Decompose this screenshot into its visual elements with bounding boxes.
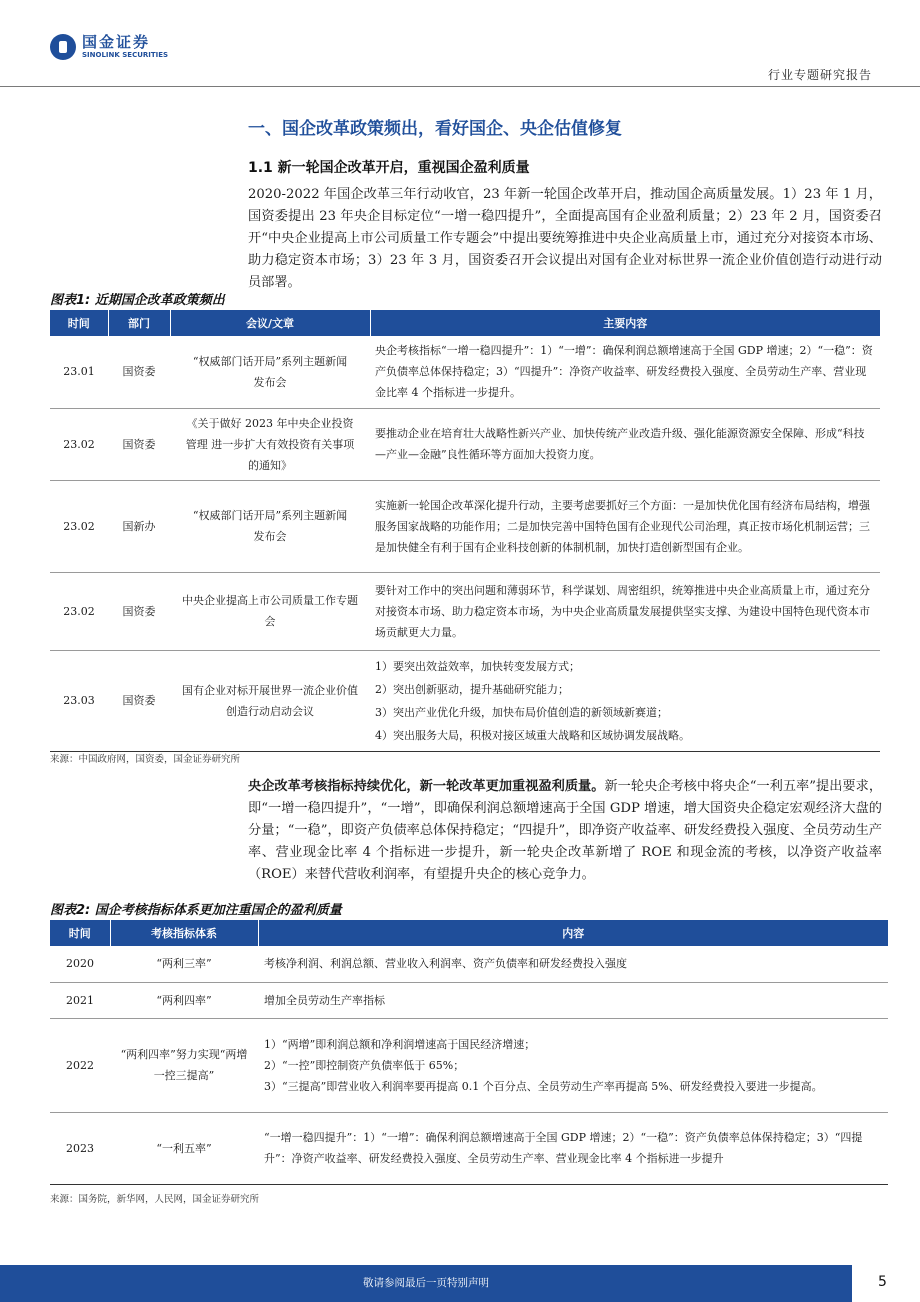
policy-table (50, 310, 880, 752)
logo-en-text: SINOLINK SECURITIES (82, 51, 169, 59)
table-row (50, 480, 880, 572)
cell-year: 2022 (50, 1018, 110, 1112)
footer-notice: 敬请参阅最后一页特别声明 (363, 1277, 489, 1289)
cell-system: “两利三率” (110, 946, 258, 982)
cell-time: 23.01 (50, 336, 108, 408)
table-row (50, 982, 888, 1018)
policy-table-header (50, 310, 880, 336)
page-footer (0, 1265, 920, 1302)
header-content: 主要内容 (603, 317, 648, 330)
cell-time: 23.02 (50, 480, 108, 572)
content-line: 2）突出创新驱动，提升基础研究能力； (375, 682, 569, 696)
cell-time: 23.02 (50, 408, 108, 480)
cell-dept: 国新办 (108, 480, 170, 572)
report-type: 行业专题研究报告 (767, 68, 872, 82)
cell-content: “一增一稳四提升”：1）“一增”：确保利润总额增速高于全国 GDP 增速；2）“一稳”：资产负债率总体保持稳定；3）“四提升”：净资产收益率、研发经费投入强度、全员劳动生产率、营业现金比率 4 个指标进一步提升 (258, 1112, 888, 1184)
table-row (50, 572, 880, 650)
page-number: 5 (878, 1274, 887, 1290)
content-line: 4）突出服务大局，积极对接区域重大战略和区域协调发展战略。 (375, 728, 690, 742)
table-row (50, 650, 880, 751)
page-header (0, 0, 920, 88)
cell-year: 2020 (50, 946, 110, 982)
content-line: 3）“三提高”即营业收入利润率要再提高 0.1 个百分点、全员劳动生产率再提高 5%、研发经费投入要进一步提高。 (264, 1079, 823, 1093)
intro-paragraph: 2020-2022 年国企改革三年行动收官，23 年新一轮国企改革开启，推动国企高质量发展。1）23 年 1 月，国资委提出 23 年央企目标定位“一增一稳四提升”，全面提高国有企业盈利质量；2）23 年 2 月，国资委召开“中央企业提高上市公司质量工作专题会”中提出要统筹推进中央企业高质量上市，通过充分对接资本市场、助力稳定资本市场；3）23 年 3 月，国资委召开会议提出对国有企业对标世界一流企业价值创造行动进行动员部署。 (248, 187, 882, 290)
table-row (50, 1112, 888, 1184)
content-line: 1）“两增”即利润总额和净利润增速高于国民经济增速； (264, 1037, 536, 1051)
figure2-source: 来源：国务院，新华网，人民网，国金证券研究所 (50, 1194, 260, 1205)
cell-dept: 国资委 (108, 650, 170, 751)
assessment-table (50, 920, 888, 1185)
logo-cn-text: 国金证券 (82, 33, 151, 51)
cell-dept: 国资委 (108, 572, 170, 650)
cell-content: 要推动企业在培育壮大战略性新兴产业、加快传统产业改造升级、强化能源资源安全保障、形成“科技—产业—金融”良性循环等方面加大投资力度。 (370, 408, 880, 480)
header-dept: 部门 (108, 310, 170, 336)
section-title: 一、国企改革政策频出，看好国企、央企估值修复 (248, 119, 622, 139)
cell-content: 考核净利润、利润总额、营业收入利润率、资产负债率和研发经费投入强度 (258, 946, 888, 982)
content-line: 3）突出产业优化升级，加快布局价值创造的新领域新赛道； (375, 705, 668, 719)
assessment-body: 新一轮央企考核中将央企“一利五率”提出要求，即“一增一稳四提升”，“一增”，即确保利润总额增速高于全国 GDP 增速，增大国资央企稳定宏观经济大盘的分量；“一稳”，即资产负债率总体保持稳定；“四提升”，即净资产收益率、研发经费投入强度、全员劳动生产率、营业现金比率 4 个指标进一步提升，新一轮央企改革新增了 ROE 和现金流的考核，以净资产收益率（ROE）来替代营收利润率，有望提升央企的核心竞争力。 (248, 779, 883, 882)
header-divider (0, 86, 920, 87)
cell-system: “两利四率”努力实现“两增一控三提高” (110, 1018, 258, 1112)
table-row (50, 946, 888, 982)
sinolink-logo-icon (50, 34, 76, 60)
header-doc: 会议/文章 (170, 310, 370, 336)
cell-doc: 国有企业对标开展世界一流企业价值创造行动启动会议 (170, 650, 370, 751)
cell-content (370, 650, 880, 751)
cell-system: “一利五率” (110, 1112, 258, 1184)
cell-doc: “权威部门话开局”系列主题新闻发布会 (170, 336, 370, 408)
assessment-paragraph (248, 776, 882, 886)
cell-doc: 《关于做好 2023 年中央企业投资管理 进一步扩大有效投资有关事项的通知》 (170, 408, 370, 480)
cell-doc: 中央企业提高上市公司质量工作专题会 (170, 572, 370, 650)
cell-doc: “权威部门话开局”系列主题新闻发布会 (170, 480, 370, 572)
header-content: 内容 (562, 927, 585, 940)
cell-content: 增加全员劳动生产率指标 (258, 982, 888, 1018)
cell-system: “两利四率” (110, 982, 258, 1018)
content-line: 1）要突出效益效率，加快转变发展方式； (375, 659, 580, 673)
sinolink-logo (50, 34, 168, 60)
cell-content (258, 1018, 888, 1112)
figure1-source: 来源：中国政府网，国资委，国金证券研究所 (50, 754, 241, 765)
cell-year: 2023 (50, 1112, 110, 1184)
cell-year: 2021 (50, 982, 110, 1018)
cell-content: 实施新一轮国企改革深化提升行动，主要考虑要抓好三个方面：一是加快优化国有经济布局结构，增强服务国家战略的功能作用；二是加快完善中国特色国有企业现代公司治理，真正按市场化机制运营；三是加快健全有利于国有企业科技创新的体制机制，加快打造创新型国有企业。 (370, 480, 880, 572)
figure1-title: 图表1: 近期国企改革政策频出 (50, 293, 225, 308)
header-time: 时间 (50, 310, 108, 336)
sub-title: 1.1 新一轮国企改革开启，重视国企盈利质量 (248, 160, 530, 176)
header-year: 时间 (50, 920, 110, 946)
assessment-table-header (50, 920, 888, 946)
header-system: 考核指标体系 (110, 920, 258, 946)
figure2-title: 图表2: 国企考核指标体系更加注重国企的盈利质量 (50, 903, 342, 918)
cell-content: 要针对工作中的突出问题和薄弱环节，科学谋划、周密组织，统筹推进中央企业高质量上市，通过充分对接资本市场、助力稳定资本市场，为中央企业高质量发展提供坚实支撑、为建设中国特色现代资本市场贡献更大力量。 (370, 572, 880, 650)
cell-content: 央企考核指标“一增一稳四提升”：1）“一增”：确保利润总额增速高于全国 GDP 增速；2）“一稳”：资产负债率总体保持稳定；3）“四提升”：净资产收益率、研发经费投入强度、全员劳动生产率、营业现金比率 4 个指标进一步提升。 (370, 336, 880, 408)
assessment-lead: 央企改革考核指标持续优化，新一轮改革更加重视盈利质量。 (248, 779, 605, 794)
content-line: 2）“一控”即控制资产负债率低于 65%； (264, 1058, 465, 1072)
cell-dept: 国资委 (108, 408, 170, 480)
cell-time: 23.03 (50, 650, 108, 751)
cell-time: 23.02 (50, 572, 108, 650)
table-row (50, 336, 880, 408)
cell-dept: 国资委 (108, 336, 170, 408)
table-row (50, 408, 880, 480)
table-row (50, 1018, 888, 1112)
